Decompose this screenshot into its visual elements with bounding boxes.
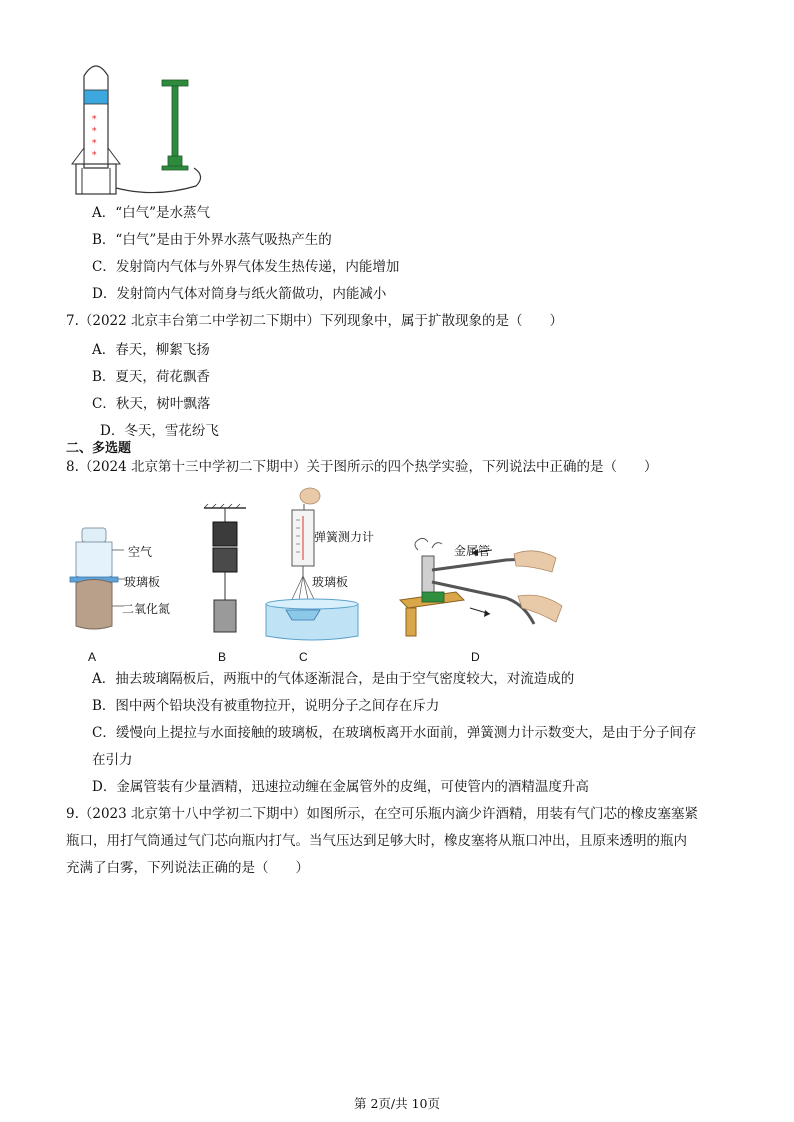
q6-option-b: B．“白气”是由于外界水蒸气吸热产生的 [92, 232, 332, 248]
rocket-pump-figure [66, 56, 216, 198]
svg-text:*: * [92, 151, 97, 161]
label-spring-scale: 弹簧测力计 [314, 530, 375, 544]
svg-text:*: * [92, 127, 97, 137]
caption-b: B [218, 650, 227, 664]
label-glass-plate-c: 玻璃板 [312, 575, 349, 589]
q7-option-d: D．冬天，雪花纷飞 [100, 423, 219, 439]
q9-stem-line-3: 充满了白雾，下列说法正确的是（ ） [66, 860, 309, 876]
q8-option-b: B．图中两个铅块没有被重物拉开，说明分子之间存在斥力 [92, 698, 440, 714]
q7-option-a: A．春天，柳絮飞扬 [92, 342, 210, 358]
q8-option-d: D．金属管装有少量酒精，迅速拉动缠在金属管外的皮绳，可使管内的酒精温度升高 [92, 779, 589, 795]
label-nitrogen-dioxide: 二氧化氮 [122, 602, 171, 616]
label-metal-tube: 金属管 [454, 544, 491, 558]
figure-c-spring-scale [262, 486, 362, 646]
q7-option-c: C．秋天，树叶飘落 [92, 396, 211, 412]
q6-option-d: D．发射筒内气体对筒身与纸火箭做功，内能减小 [92, 286, 387, 302]
q9-stem-line-2: 瓶口，用打气筒通过气门芯向瓶内打气。当气压达到足够大时，橡皮塞将从瓶口冲出，且原来透明的瓶内 [66, 833, 687, 849]
q8-option-c: C．缓慢向上提拉与水面接触的玻璃板，在玻璃板离开水面前，弹簧测力计示数变大，是由于分子间存 [92, 725, 697, 741]
q6-option-c: C．发射筒内气体与外界气体发生热传递，内能增加 [92, 259, 400, 275]
label-glass-plate: 玻璃板 [124, 575, 161, 589]
figure-b-lead-blocks [200, 502, 250, 637]
caption-d: D [471, 650, 480, 664]
caption-c: C [299, 650, 308, 664]
label-air: 空气 [128, 545, 153, 559]
q6-option-a: A．“白气”是水蒸气 [92, 205, 211, 221]
q8-option-c-continued: 在引力 [92, 752, 133, 768]
q7-option-b: B．夏天，荷花飘香 [92, 369, 210, 385]
q9-stem-line-1: 9.（2023 北京第十八中学初二下期中）如图所示，在空可乐瓶内滴少许酒精，用装有气门芯的橡皮塞塞紧 [66, 806, 699, 822]
q8-stem: 8.（2024 北京第十三中学初二下期中）关于图所示的四个热学实验，下列说法中正确的是（ ） [66, 459, 658, 475]
q8-option-a: A．抽去玻璃隔板后，两瓶中的气体逐渐混合，是由于空气密度较大，对流造成的 [92, 671, 575, 687]
q7-stem: 7.（2022 北京丰台第二中学初二下期中）下列现象中，属于扩散现象的是（ ） [66, 313, 564, 329]
svg-text:*: * [92, 139, 97, 149]
caption-a: A [88, 650, 97, 664]
section-heading-multiple-choice: 二、多选题 [66, 441, 132, 456]
page-number: 第 2页/共 10页 [353, 1096, 441, 1111]
svg-text:*: * [92, 115, 97, 125]
